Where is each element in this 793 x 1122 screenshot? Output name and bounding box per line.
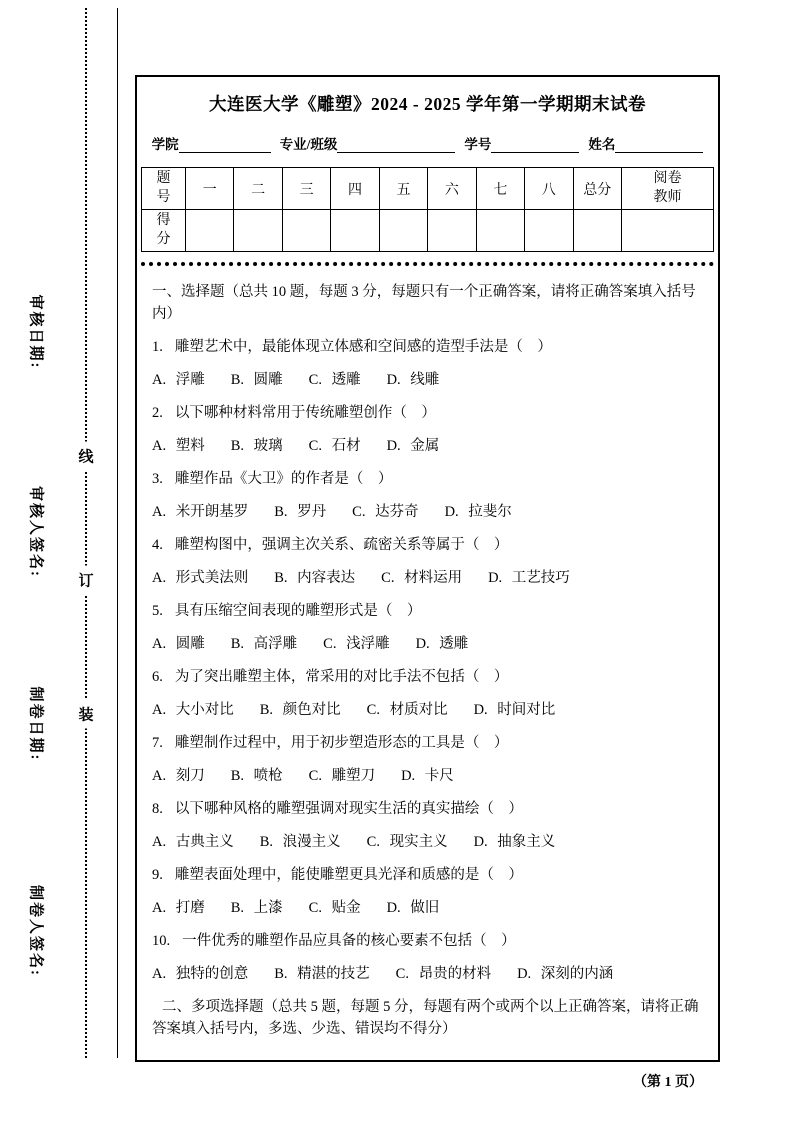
option-a: A. 大小对比 [152, 702, 234, 718]
student-id-label: 学号 [464, 137, 492, 152]
option-d: D. 金属 [386, 438, 440, 454]
option-d: D. 做旧 [386, 900, 440, 916]
corner-question-number-cell: 题号 [142, 168, 186, 210]
binding-char-ding: 订 [77, 566, 94, 595]
option-a: A. 打磨 [152, 900, 205, 916]
question-number: 4. [152, 537, 163, 553]
question-9 [152, 864, 704, 886]
question-number: 1. [152, 339, 163, 355]
option-b: B. 喷枪 [230, 768, 283, 784]
question-2-options [152, 435, 704, 457]
option-d: D. 线雕 [386, 372, 440, 388]
option-c: C. 雕塑刀 [308, 768, 376, 784]
option-b: B. 内容表达 [274, 570, 356, 586]
score-cell-empty [573, 210, 622, 252]
option-b: B. 上漆 [230, 900, 283, 916]
college-blank [179, 139, 271, 153]
question-2 [152, 402, 704, 424]
question-number: 10. [152, 933, 171, 949]
question-4-options [152, 567, 704, 589]
col-2: 二 [234, 168, 282, 210]
option-a: A. 刻刀 [152, 768, 205, 784]
question-text: 雕塑构图中，强调主次关系、疏密关系等属于（ ） [174, 537, 509, 553]
option-a: A. 古典主义 [152, 834, 234, 850]
question-text: 为了突出雕塑主体，常采用的对比手法不包括（ ） [174, 669, 509, 685]
score-cell-empty [622, 210, 714, 252]
option-d: D. 工艺技巧 [488, 570, 570, 586]
question-5-options [152, 633, 704, 655]
seal-field-maker-sign: 制卷人签名: [27, 885, 44, 977]
score-cell-empty [379, 210, 427, 252]
option-a: A. 圆雕 [152, 636, 205, 652]
option-d: D. 深刻的内涵 [517, 966, 614, 982]
score-table-header-row [142, 168, 714, 210]
question-3-options [152, 501, 704, 523]
question-8 [152, 798, 704, 820]
question-number: 3. [152, 471, 163, 487]
score-cell-empty [525, 210, 573, 252]
question-number: 2. [152, 405, 163, 421]
col-examiner: 阅卷教师 [622, 168, 714, 210]
col-4: 四 [331, 168, 379, 210]
question-text: 雕塑艺术中，最能体现立体感和空间感的造型手法是（ ） [174, 339, 552, 355]
col-7: 七 [476, 168, 524, 210]
col-3: 三 [282, 168, 330, 210]
option-d: D. 抽象主义 [473, 834, 556, 850]
question-text: 雕塑作品《大卫》的作者是（ ） [174, 471, 393, 487]
major-class-label: 专业/班级 [279, 137, 338, 152]
student-id-blank [491, 139, 579, 153]
binding-char-xian: 线 [77, 442, 94, 471]
option-d: D. 透雕 [415, 636, 469, 652]
col-8: 八 [525, 168, 573, 210]
question-6-options [152, 699, 704, 721]
exam-body [137, 266, 718, 1040]
name-blank [615, 139, 703, 153]
option-a: A. 米开朗基罗 [152, 504, 249, 520]
binding-dotted-line [85, 8, 87, 1058]
option-c: C. 昂贵的材料 [395, 966, 492, 982]
question-number: 8. [152, 801, 163, 817]
score-cell-empty [331, 210, 379, 252]
option-d: D. 拉斐尔 [444, 504, 512, 520]
question-6 [152, 666, 704, 688]
section-2-heading: 二、多项选择题（总共 5 题，每题 5 分，每题有两个或两个以上正确答案，请将正确答案填入括号内，多选、少选、错误均不得分） [152, 999, 699, 1037]
option-c: C. 材料运用 [381, 570, 463, 586]
student-info-line [137, 133, 718, 153]
option-c: C. 贴金 [308, 900, 361, 916]
col-6: 六 [428, 168, 476, 210]
seal-field-reviewer-sign: 审核人签名: [27, 486, 44, 578]
col-total: 总分 [573, 168, 622, 210]
option-b: B. 玻璃 [230, 438, 283, 454]
question-1-options [152, 369, 704, 391]
option-b: B. 圆雕 [230, 372, 283, 388]
score-cell-empty [282, 210, 330, 252]
question-number: 7. [152, 735, 163, 751]
question-text: 雕塑表面处理中，能使雕塑更具光泽和质感的是（ ） [174, 867, 523, 883]
section-1-heading: 一、选择题（总共 10 题，每题 3 分，每题只有一个正确答案，请将正确答案填入括号内） [152, 284, 696, 322]
option-a: A. 塑料 [152, 438, 205, 454]
seal-solid-line [117, 8, 118, 1058]
seal-field-make-date: 制卷日期: [27, 686, 44, 762]
question-text: 具有压缩空间表现的雕塑形式是（ ） [174, 603, 422, 619]
question-1 [152, 336, 704, 358]
score-table-score-row [142, 210, 714, 252]
question-9-options [152, 897, 704, 919]
question-7-options [152, 765, 704, 787]
option-b: B. 高浮雕 [230, 636, 298, 652]
question-4 [152, 534, 704, 556]
exam-sheet [135, 75, 720, 1062]
page-title: 大连医大学《雕塑》2024 - 2025 学年第一学期期末试卷 [209, 94, 646, 114]
score-cell-empty [234, 210, 282, 252]
option-c: C. 达芬奇 [352, 504, 419, 520]
score-cell-empty [428, 210, 476, 252]
question-10-options [152, 963, 704, 985]
question-10 [152, 930, 704, 952]
question-text: 以下哪种风格的雕塑强调对现实生活的真实描绘（ ） [174, 801, 523, 817]
option-c: C. 石材 [308, 438, 361, 454]
col-5: 五 [379, 168, 427, 210]
question-number: 6. [152, 669, 163, 685]
question-3 [152, 468, 704, 490]
score-table [141, 167, 714, 252]
option-d: D. 时间对比 [473, 702, 556, 718]
option-c: C. 材质对比 [366, 702, 448, 718]
option-a: A. 浮雕 [152, 372, 205, 388]
question-5 [152, 600, 704, 622]
option-b: B. 罗丹 [274, 504, 327, 520]
option-a: A. 独特的创意 [152, 966, 249, 982]
question-text: 一件优秀的雕塑作品应具备的核心要素不包括（ ） [182, 933, 516, 949]
option-c: C. 现实主义 [366, 834, 448, 850]
score-cell-empty [186, 210, 234, 252]
question-text: 以下哪种材料常用于传统雕塑创作（ ） [174, 405, 436, 421]
option-d: D. 卡尺 [401, 768, 454, 784]
binding-char-zhuang: 装 [77, 700, 94, 729]
option-a: A. 形式美法则 [152, 570, 249, 586]
corner-score-cell: 得分 [142, 210, 186, 252]
option-b: B. 精湛的技艺 [274, 966, 370, 982]
option-c: C. 浅浮雕 [323, 636, 390, 652]
question-8-options [152, 831, 704, 853]
score-cell-empty [476, 210, 524, 252]
question-number: 5. [152, 603, 163, 619]
seal-field-review-date: 审核日期: [27, 294, 44, 370]
major-class-blank [337, 139, 455, 153]
page-number: （第 1 页） [633, 1075, 703, 1090]
col-1: 一 [186, 168, 234, 210]
question-number: 9. [152, 867, 163, 883]
option-b: B. 浪漫主义 [259, 834, 341, 850]
question-7 [152, 732, 704, 754]
question-text: 雕塑制作过程中，用于初步塑造形态的工具是（ ） [174, 735, 509, 751]
option-b: B. 颜色对比 [259, 702, 341, 718]
college-label: 学院 [151, 137, 179, 152]
option-c: C. 透雕 [308, 372, 361, 388]
name-label: 姓名 [588, 137, 616, 152]
